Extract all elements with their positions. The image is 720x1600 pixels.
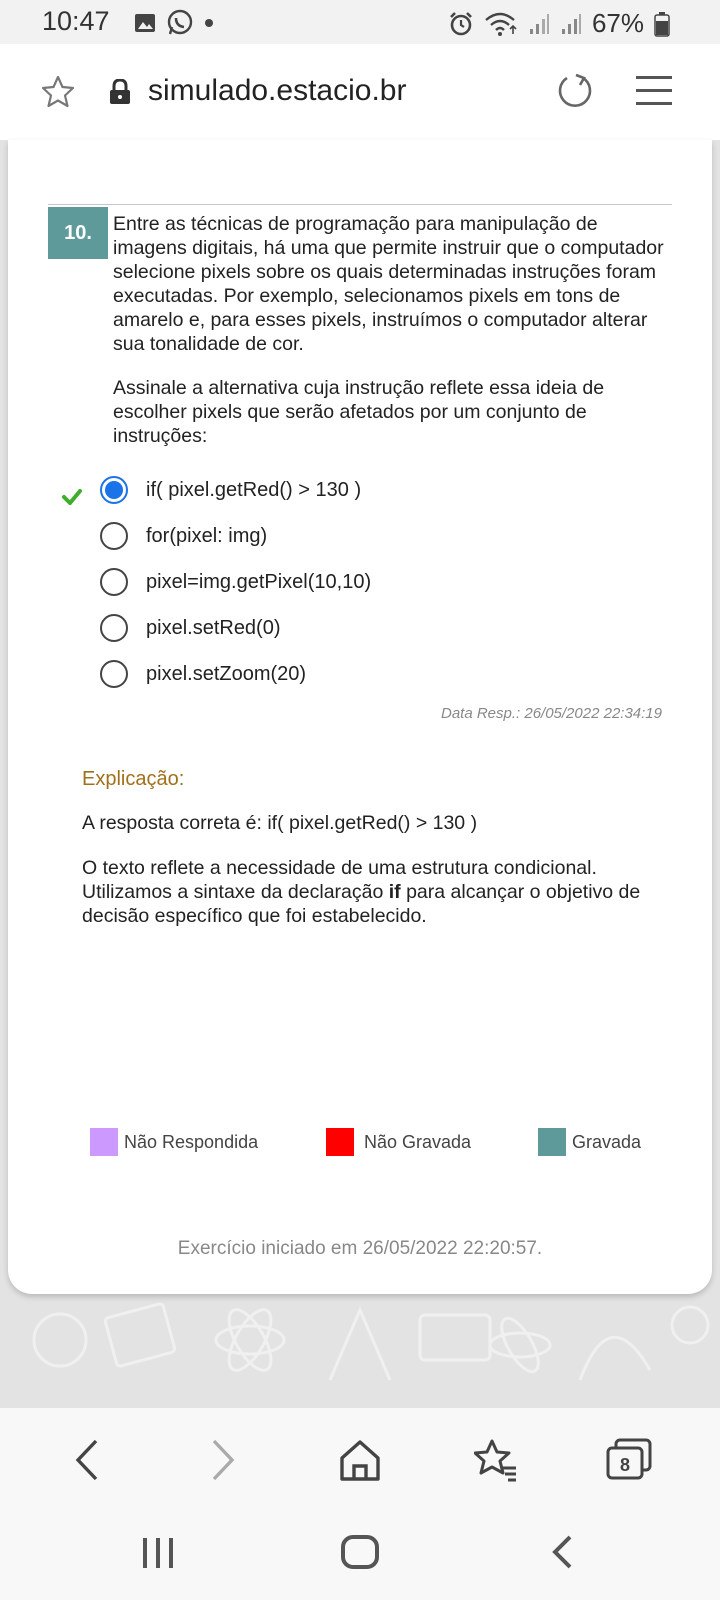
correct-check-icon xyxy=(62,489,82,505)
legend-label-saved: Gravada xyxy=(572,1131,642,1152)
legend-not-saved xyxy=(326,1128,471,1156)
option-a-label[interactable]: if( pixel.getRed() > 130 ) xyxy=(146,478,362,501)
menu-icon[interactable] xyxy=(636,74,672,108)
question-divider xyxy=(48,204,672,205)
bookmarks-icon[interactable] xyxy=(474,1438,518,1482)
option-a[interactable] xyxy=(100,472,361,508)
address-bar-url[interactable]: simulado.estacio.br xyxy=(148,74,407,107)
question-number: 10. xyxy=(48,207,108,259)
option-b[interactable] xyxy=(100,518,267,554)
signal-icon-1 xyxy=(528,13,550,35)
answer-date: Data Resp.: 26/05/2022 22:34:19 xyxy=(440,705,662,722)
legend-swatch-not-answered xyxy=(90,1128,118,1156)
legend-saved xyxy=(538,1128,641,1156)
legend-swatch-not-saved xyxy=(326,1128,354,1156)
reload-icon[interactable] xyxy=(556,72,594,110)
system-icons xyxy=(448,8,670,39)
exercise-started: Exercício iniciado em 26/05/2022 22:20:57. xyxy=(177,1238,543,1259)
notification-icons xyxy=(134,9,214,37)
whatsapp-icon xyxy=(166,9,194,37)
legend-not-answered xyxy=(90,1128,258,1156)
option-b-radio[interactable] xyxy=(100,522,128,550)
gallery-icon xyxy=(134,12,156,34)
option-d-radio[interactable] xyxy=(100,614,128,642)
explanation-text-before: O texto reflete a necessidade de uma estrutura condicional. Utilizamos a sintaxe da declaração xyxy=(82,857,597,903)
battery-icon xyxy=(654,11,670,37)
question-paragraph-1: Entre as técnicas de programação para manipulação de imagens digitais, há uma que permite instruir que o computador selecione pixels sobre os quais determinadas instruções foram executadas. Por exemplo, selecionamos pixels em tons de amarelo e, para esses pixels, instruímos o computador alterar sua tonalidade de cor. xyxy=(113,213,664,355)
battery-percent: 67% xyxy=(591,8,644,38)
back-icon[interactable] xyxy=(72,1438,102,1482)
option-e-label[interactable]: pixel.setZoom(20) xyxy=(146,662,307,685)
alarm-icon xyxy=(448,11,474,37)
radio-selected-dot xyxy=(105,481,123,499)
explanation-text-bold: if xyxy=(388,881,401,903)
home-icon[interactable] xyxy=(338,1438,382,1482)
wifi-icon xyxy=(484,12,518,36)
question-text xyxy=(113,212,673,468)
recent-apps-icon[interactable] xyxy=(140,1532,176,1572)
option-b-label[interactable]: for(pixel: img) xyxy=(146,524,268,547)
status-time: 10:47 xyxy=(42,6,110,36)
explanation-text xyxy=(82,856,642,928)
option-d[interactable] xyxy=(100,610,281,646)
option-e-radio[interactable] xyxy=(100,660,128,688)
explanation-answer: A resposta correta é: if( pixel.getRed() > 130 ) xyxy=(82,812,478,834)
explanation-text-after: para alcançar o objetivo de decisão específico que foi estabelecido. xyxy=(82,881,641,927)
tabs-icon[interactable] xyxy=(606,1438,652,1482)
legend-swatch-saved xyxy=(538,1128,566,1156)
legend-label-not-saved: Não Gravada xyxy=(364,1131,472,1152)
legend-label-not-answered: Não Respondida xyxy=(124,1131,259,1152)
browser-toolbar xyxy=(0,44,720,141)
lock-icon xyxy=(108,79,132,105)
option-a-radio[interactable] xyxy=(100,476,128,504)
home-button-icon[interactable] xyxy=(340,1532,380,1572)
dot-icon xyxy=(204,18,214,28)
question-paragraph-2: Assinale a alternativa cuja instrução reflete essa ideia de escolher pixels que serão afetados por um conjunto de instruções: xyxy=(113,377,605,447)
option-c[interactable] xyxy=(100,564,371,600)
option-c-label[interactable]: pixel=img.getPixel(10,10) xyxy=(146,570,372,593)
option-e[interactable] xyxy=(100,656,306,692)
bookmark-star-icon[interactable] xyxy=(40,74,76,110)
option-c-radio[interactable] xyxy=(100,568,128,596)
tabs-count: 8 xyxy=(619,1455,631,1475)
system-back-icon[interactable] xyxy=(548,1532,576,1572)
system-nav-bar xyxy=(0,1510,720,1600)
signal-icon-2 xyxy=(560,13,582,35)
option-d-label[interactable]: pixel.setRed(0) xyxy=(146,616,281,639)
status-bar xyxy=(0,0,720,44)
explanation-title: Explicação: xyxy=(82,768,185,790)
browser-bottom-nav xyxy=(0,1408,720,1510)
forward-icon[interactable] xyxy=(208,1438,238,1482)
